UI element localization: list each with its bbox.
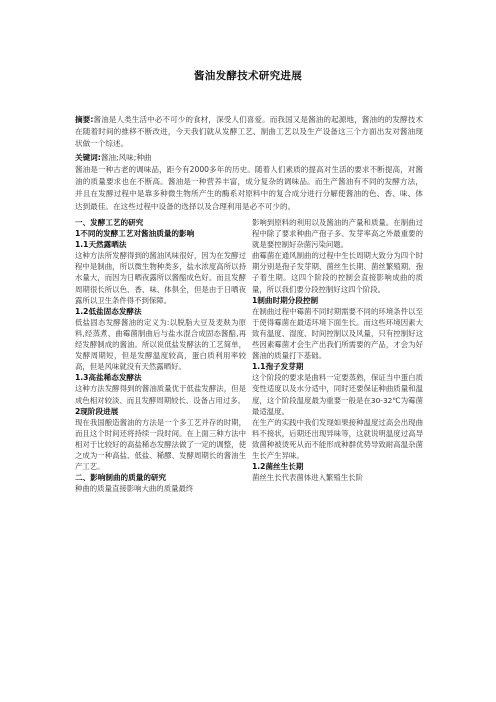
body-paragraph: 在生产的实践中我们发现如果接种温度过高会出现曲料不接状，后期还出现异味等，这就说明温度过高导致菌种被烫死从而不能形成种群优势导致耐高温杂菌生长产生异味。 (252, 417, 423, 460)
abstract (75, 114, 423, 151)
body-paragraph: 这个阶段的要求是曲料一定要蒸熟，保证当中蛋白质变性适度以及水分适中，同时还要保证种曲质量和温度，这个阶段温度最为重要一般是在30-32℃为霉菌最适温度。 (252, 373, 423, 416)
keywords-label: 关键词: (75, 153, 101, 162)
keywords (75, 152, 423, 164)
abstract-text: 酱油是人类生活中必不可少的食材，深受人们喜爱。而我国又是酱油的起源地，酱油的的发酵技术在随着时间的推移不断改进，今天我们就从发酵工艺、制曲工艺以及生产设备这三个方面出发对酱油现状做一个综述。 (75, 115, 423, 149)
introduction-paragraph: 酱油是一种古老的调味品，距今有2000多年的历史。随着人们素质的提高对生活的要求不断提高，对酱油的质量要求也在不断高。酱油是一种营养丰富，成分复杂的调味品。而生产酱油有不同的发酵方法，并且在发酵过程中是靠多种微生物所产生的酶系对原料中的复合成分进行分解使酱油的色、香、味、体达到最佳。在这些过程中设备的选择以及合理利用是必不可少的。 (75, 165, 423, 211)
body-paragraph: 这种方法发酵得到的酱油质量优于低盐发酵法，但是成色相对较淡、而且发酵周期较长、设备占用过多。 (75, 384, 246, 405)
body-paragraph: 影响到原料的利用以及酱油的产量和质量。在制曲过程中除了要求种曲产孢子多、发芽率高之外最重要的就是要控制好杂菌污染问题。 (252, 218, 423, 250)
section-heading: 二、影响制曲的质量的研究 (75, 473, 167, 483)
subsection-heading: 1.1天然露晒法 (75, 240, 127, 250)
body-paragraph: 低盐固态发酵酱油的定义为:以脱脂大豆及麦麸为原料,经蒸煮、曲霉菌制曲后与盐水混合成固态酱醅,再经发酵制成的酱油。所以说低盐发酵法的工艺简单，发酵周期短，但是发酵温度较高，蛋白质利用率较高，但是风味就没有天然露晒好。 (75, 317, 246, 372)
body-paragraph: 菌丝生长代表菌体进入繁殖生长阶 (252, 473, 363, 483)
section-heading: 一、发酵工艺的研究 (75, 218, 144, 227)
subsection-heading: 1.1孢子发芽期 (252, 362, 304, 372)
paper-title: 酱油发酵技术研究进展 (194, 70, 302, 82)
body-paragraph: 种曲的质量直接影响大曲的质量最终 (75, 484, 194, 494)
body-paragraph: 这种方法所发酵得到的酱油风味很好，因为在发酵过程中是制曲，所以微生物种类多，盐水浓度高所以持水量大，而因为日晒夜露所以酱醅成色好。而且发酵周期很长所以色、香、味、体俱全，但是由于日晒夜露所以卫生条件得不到保障。 (75, 251, 246, 305)
subsection-heading: 1不同的发酵工艺对酱油质量的影响 (75, 229, 195, 239)
subsection-heading: 1.2低盐固态发酵法 (75, 306, 142, 316)
abstract-label: 摘要: (75, 115, 94, 124)
subsection-heading: 1.2菌丝生长期 (252, 462, 304, 472)
subsection-heading: 2现阶段进展 (75, 406, 119, 416)
body-paragraph: 在制曲过程中霉菌不同时期需要不同的环境条件以至于使得霉菌在最适环境下面生长。而这些环境因素大致有温度、湿度、时间控制以及风量，只有控制好这些因素霉菌才会生产出我们所需要的产品，才会为好酱油的质量打下基础。 (252, 306, 423, 361)
right-column (252, 217, 423, 483)
subsection-heading: 1.3高盐稀态发酵法 (75, 373, 142, 383)
subsection-heading: 1制曲时期分段控制 (252, 295, 319, 305)
keywords-text: 酱油;风味;种曲 (100, 153, 152, 162)
body-paragraph: 曲霉菌在通风制曲的过程中生长周期大致分为四个时期分别是孢子发芽期、菌丝生长期、菌丝繁殖期、孢子着生期。这四个阶段的控制会直接影响成曲的质量，所以我们要分段控制好这四个阶段。 (252, 251, 423, 294)
body-paragraph: 现在我国酿造酱油的方法是一个多工艺并存的时期，而且这个时间还将持续一段时间。在上面三种方法中相对于比较好的高盐稀态发酵法做了一定的调整，使之成为一种高盐、低盐、稀醪、发酵周期长的酱油生产工艺。 (75, 417, 246, 472)
left-column (75, 217, 246, 494)
